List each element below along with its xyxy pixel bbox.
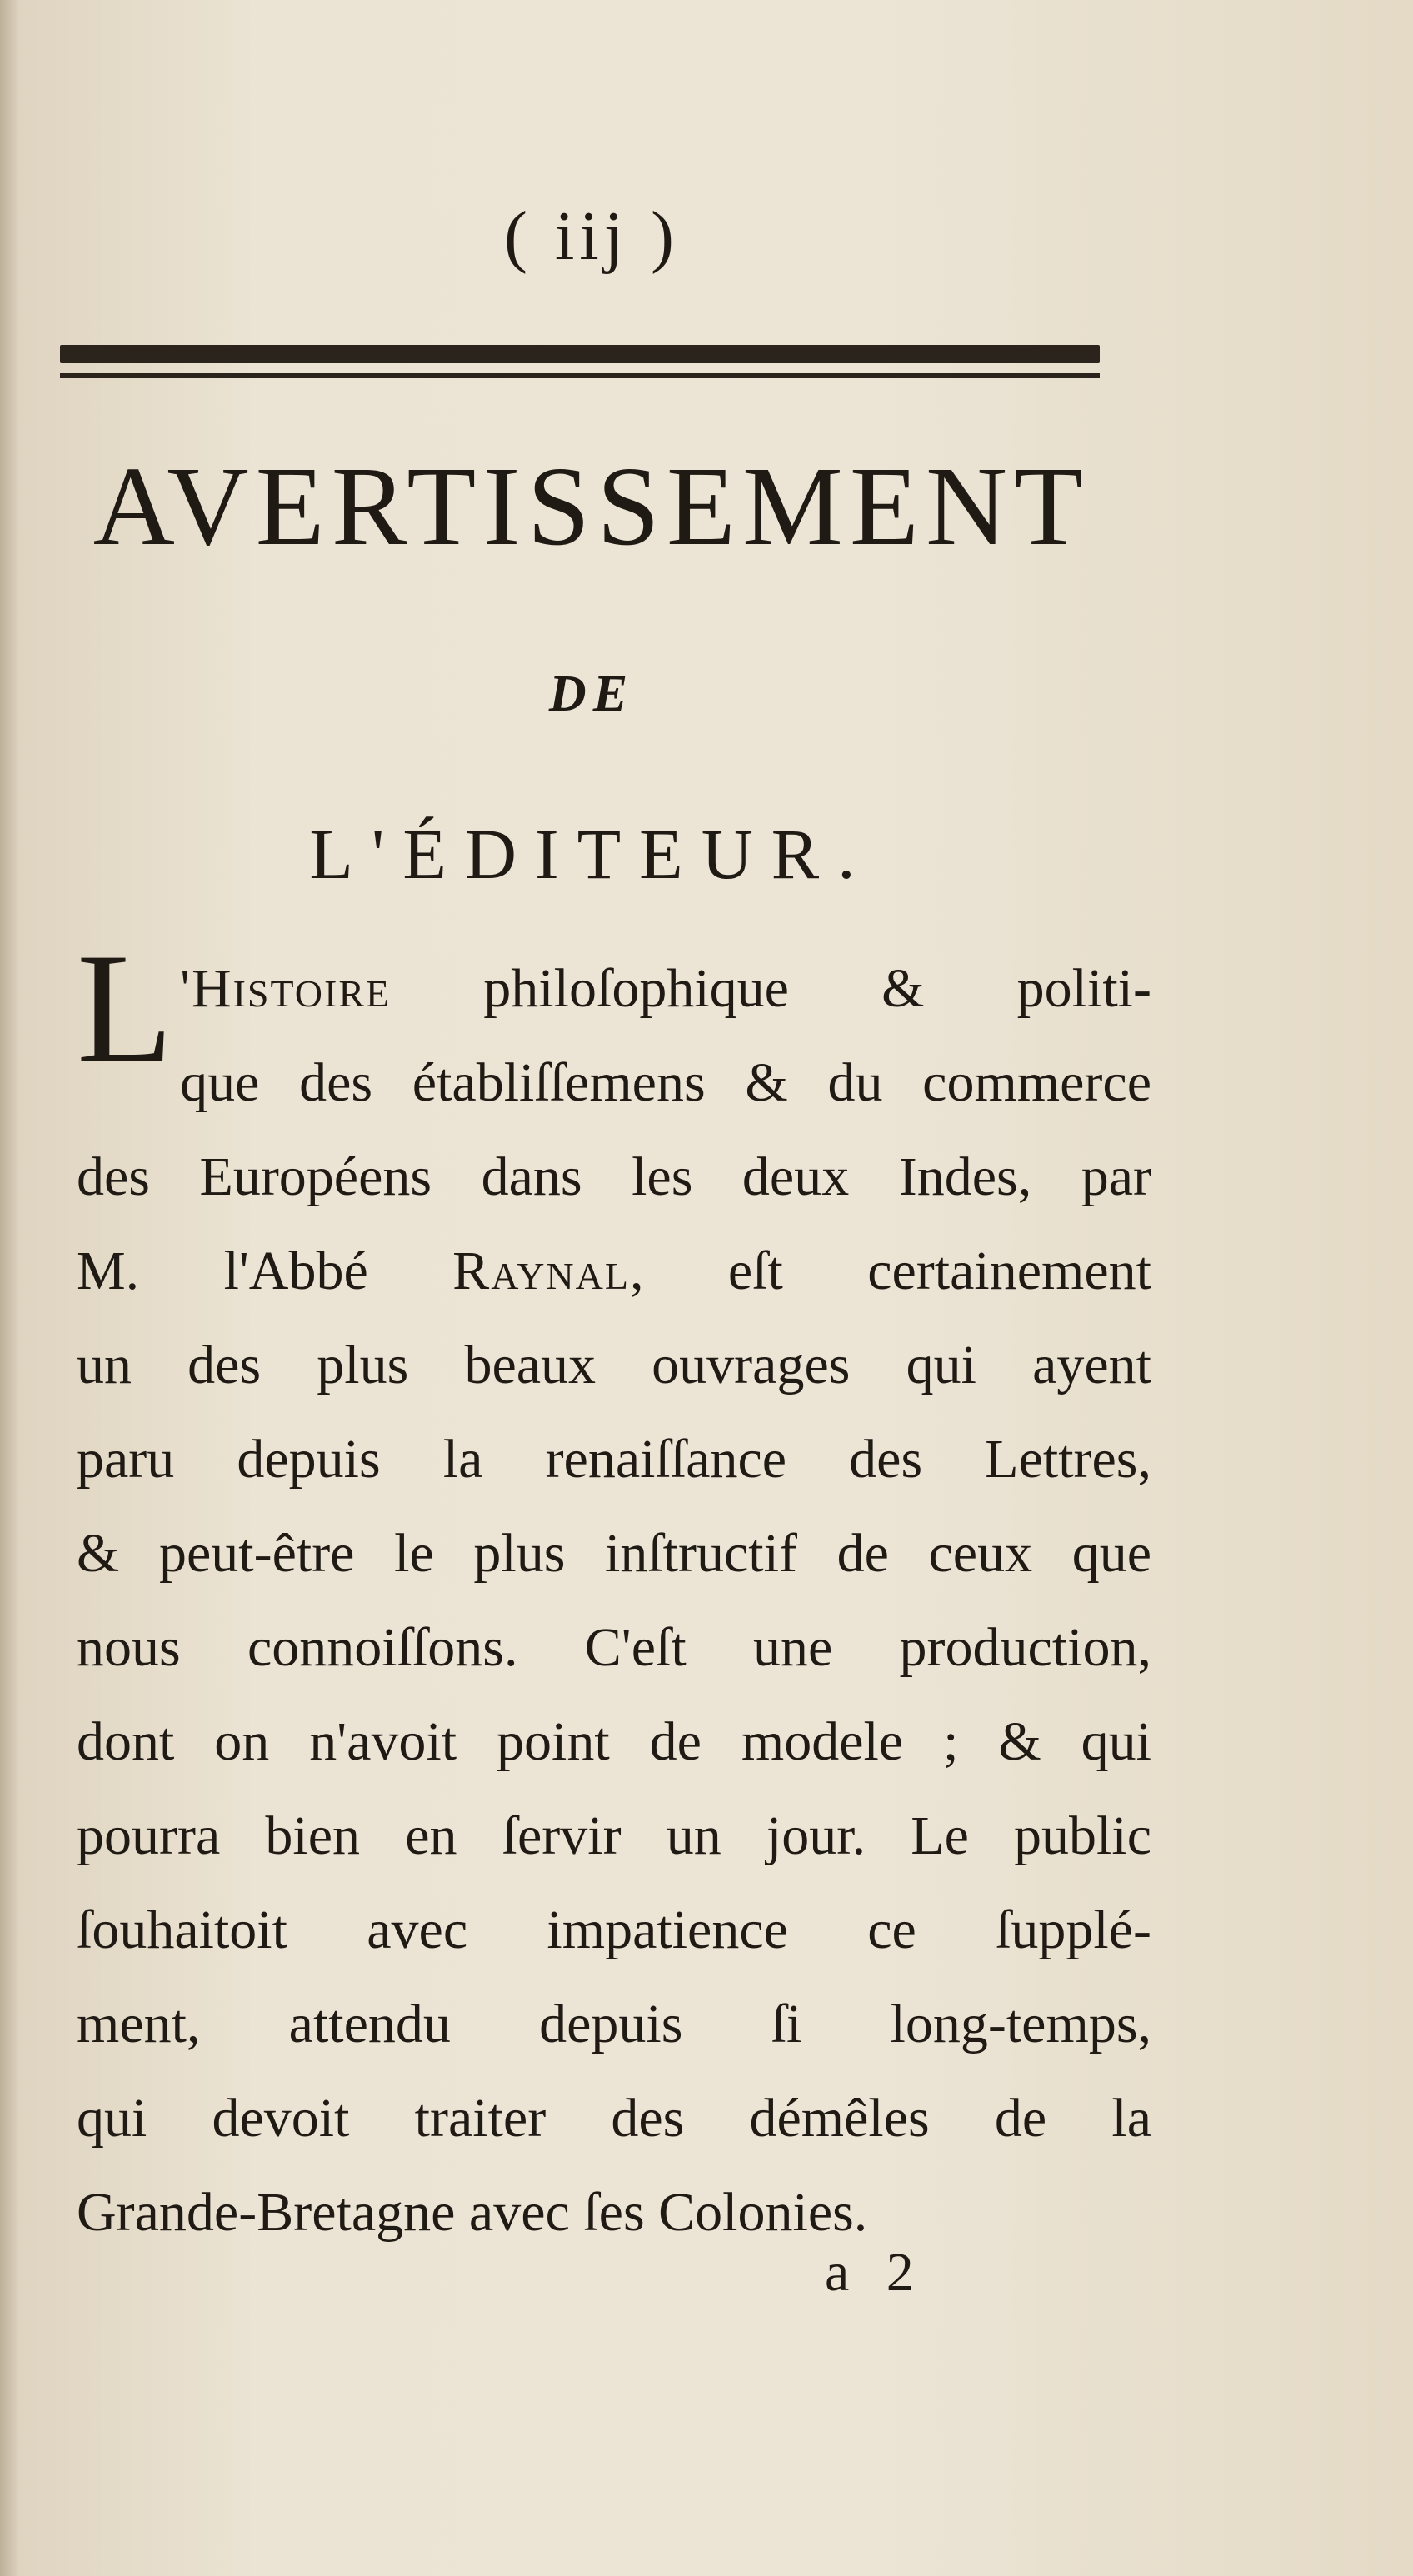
- text-segment: philoſophique & politi-: [391, 958, 1151, 1019]
- header-rule: [60, 340, 1100, 388]
- text-line: Grande-Bretagne avec ſes Colonies.: [77, 2182, 868, 2243]
- text-line: des Européens dans les deux Indes, par: [77, 1146, 1151, 1207]
- text-line: paru depuis la renaiſſance des Lettres,: [77, 1429, 1151, 1490]
- subtitle-editor: L'ÉDITEUR.: [309, 814, 874, 894]
- page-title: AVERTISSEMENT: [92, 444, 1091, 569]
- body-text: [77, 921, 1152, 2259]
- signature-mark: a 2: [825, 2242, 926, 2303]
- subtitle-de: DE: [548, 666, 635, 722]
- text-line: qui devoit traiter des démêles de la: [77, 2088, 1151, 2149]
- author-name: Raynal: [452, 1241, 630, 1301]
- page-number: ( iij ): [504, 197, 679, 275]
- text-line: dont on n'avoit point de modele ; & qui: [77, 1711, 1151, 1772]
- text-line: ſouhaitoit avec impatience ce ſupplé-: [77, 1900, 1151, 1960]
- text-line: pourra bien en ſervir un jour. Le public: [77, 1805, 1151, 1866]
- text-line: & peut-être le plus inſtructif de ceux que: [77, 1523, 1151, 1584]
- page-edge-shadow: [0, 0, 20, 2576]
- text-line: un des plus beaux ouvrages qui ayent: [77, 1335, 1151, 1395]
- text-line: [77, 941, 1151, 1036]
- text-segment: , eſt certainement: [629, 1241, 1152, 1301]
- text-segment: M. l'Abbé: [77, 1241, 453, 1301]
- text-line: que des établiſſemens & du commerce: [180, 1052, 1151, 1113]
- smallcaps-word: 'Histoire: [180, 958, 392, 1019]
- header-rule-thick: [60, 345, 1100, 363]
- drop-cap: L: [77, 921, 174, 1096]
- header-rule-thin: [60, 373, 1100, 378]
- text-line: ment, attendu depuis ſi long-temps,: [77, 1994, 1151, 2054]
- text-line: [77, 1224, 1151, 1318]
- text-line: nous connoiſſons. C'eſt une production,: [77, 1617, 1151, 1678]
